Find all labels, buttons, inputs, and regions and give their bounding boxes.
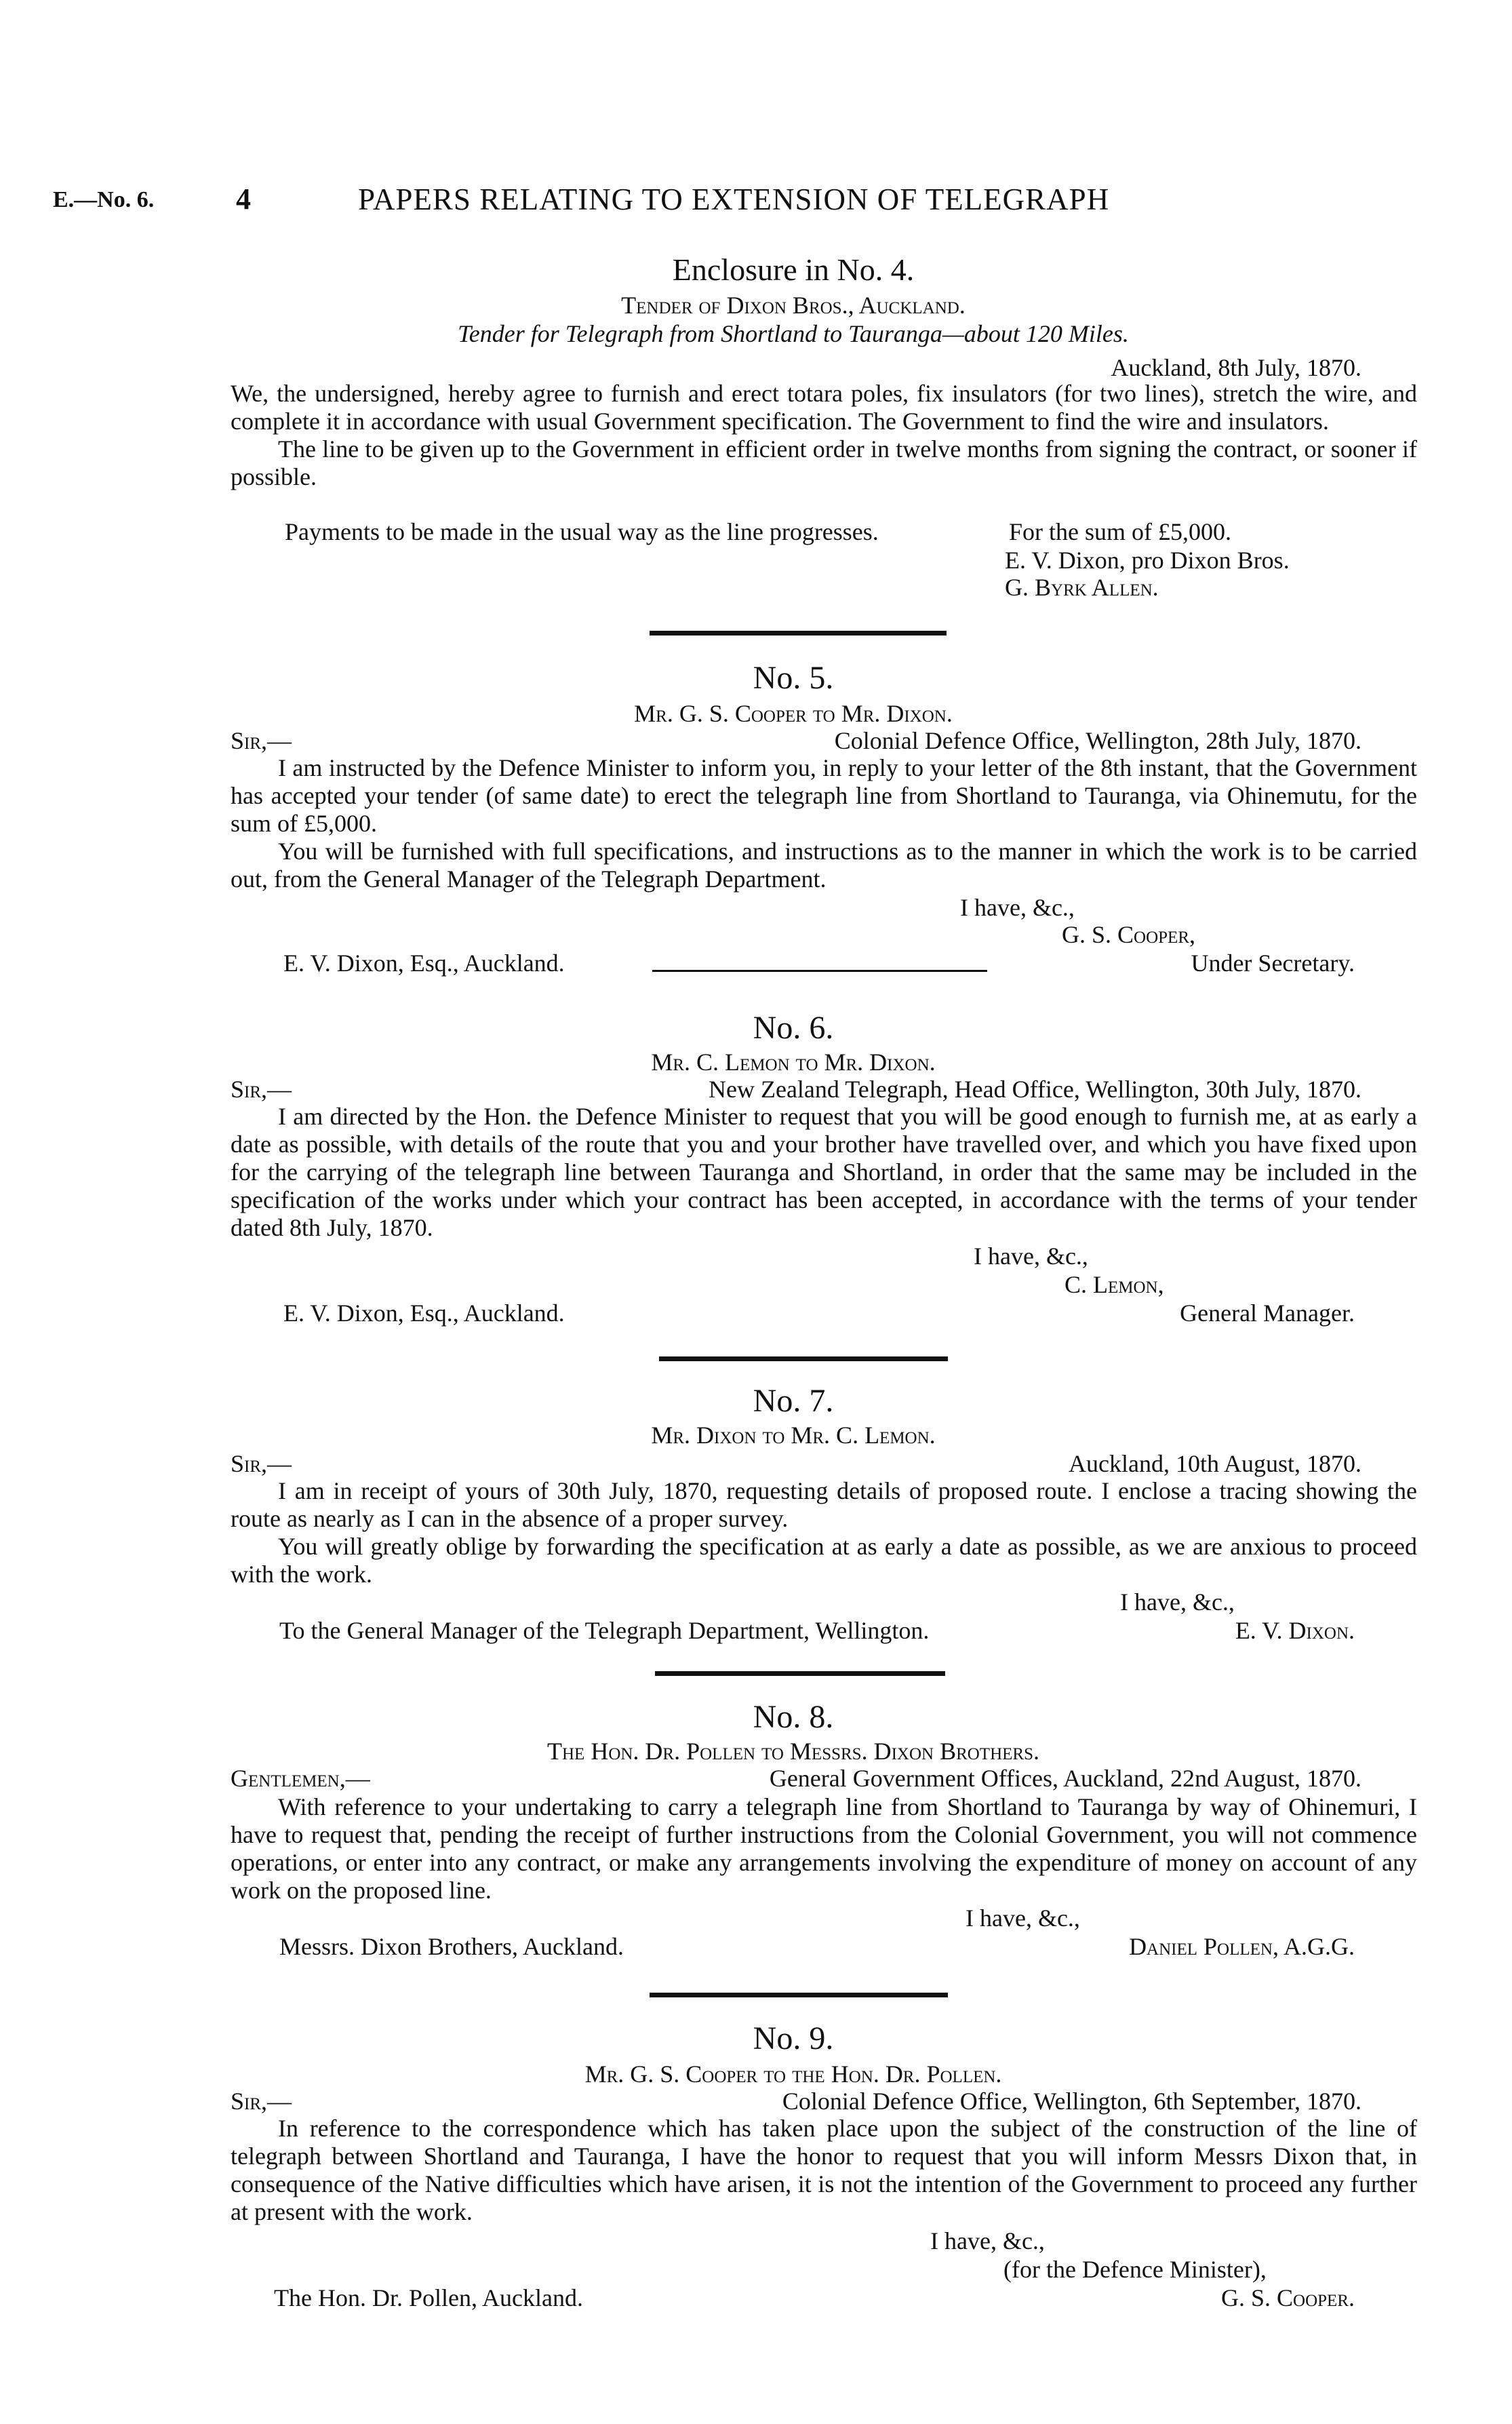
closing-no9: I have, &c., (930, 2227, 1045, 2254)
letter-paragraph: I am in receipt of yours of 30th July, 1870, requesting details of proposed route. I enclose a tracing showing the route as nearly as I can in the absence of a proper survey. (231, 1477, 1417, 1532)
signature-no7: E. V. Dixon. (1235, 1617, 1355, 1644)
addressee-no6: E. V. Dixon, Esq., Auckland. (283, 1299, 565, 1327)
section-subheading-no6: Mr. C. Lemon to Mr. Dixon. (651, 1049, 936, 1076)
salutation-no6: Sir,— (231, 1076, 292, 1103)
signature-no9: G. S. Cooper. (1221, 2284, 1355, 2311)
letter-date-no8: General Government Offices, Auckland, 22nd August, 1870. (769, 1765, 1361, 1792)
salutation-no5: Sir,— (231, 727, 292, 754)
letter-body-no9 (231, 2115, 1417, 2226)
letter-paragraph: In reference to the correspondence which has taken place upon the subject of the construction of the line of telegraph between Shortland and Tauranga, I have the honor to request that you will inform Messrs Dixon that, in consequence of the Native difficulties which have arisen, it is not the intention of the Government to proceed any further at present with the work. (231, 2115, 1417, 2225)
letter-date-no9: Colonial Defence Office, Wellington, 6th September, 1870. (782, 2088, 1361, 2115)
letter-paragraph: With reference to your undertaking to carry a telegraph line from Shortland to Tauranga by way of Ohinemuri, I have to request that, pending the receipt of further instructions from the Colonial Government, you will not commence operations, or enter into any contract, or make any arrangements involving the expenditure of money on account of any work on the proposed line. (231, 1793, 1417, 1904)
addressee-no9: The Hon. Dr. Pollen, Auckland. (274, 2284, 583, 2311)
letter-date-no7: Auckland, 10th August, 1870. (1069, 1450, 1361, 1477)
letter-date-no6: New Zealand Telegraph, Head Office, Wellington, 30th July, 1870. (709, 1076, 1361, 1103)
letter-paragraph: I am instructed by the Defence Minister to inform you, in reply to your letter of the 8th instant, that the Government has accepted your tender (of same date) to erect the telegraph line from Shortland to Tauranga, via Ohinemutu, for the sum of £5,000. (231, 754, 1417, 837)
enclosure-date: Auckland, 8th July, 1870. (1111, 354, 1361, 381)
document-reference: E.—No. 6. (53, 187, 155, 212)
closing-no8: I have, &c., (966, 1904, 1080, 1932)
salutation-no7: Sir,— (231, 1450, 292, 1477)
signature-no5: G. S. Cooper, (1062, 921, 1195, 948)
enclosure-payments-line: Payments to be made in the usual way as the line progresses. (285, 518, 879, 545)
salutation-no8: Gentlemen,— (231, 1765, 370, 1792)
addressee-no5: E. V. Dixon, Esq., Auckland. (283, 950, 565, 977)
section-heading-no6: No. 6. (753, 1010, 834, 1046)
section-divider (650, 1993, 948, 1997)
enclosure-subheading: Tender of Dixon Bros., Auckland. (621, 292, 966, 319)
letter-body-no7 (231, 1477, 1417, 1588)
section-subheading-no9: Mr. G. S. Cooper to the Hon. Dr. Pollen. (584, 2060, 1002, 2088)
signature-no8: Daniel Pollen, A.G.G. (1129, 1933, 1355, 1960)
letter-paragraph: You will be furnished with full specifications, and instructions as to the manner in which the work is to be carried out, from the General Manager of the Telegraph Department. (231, 838, 1417, 893)
for-defence-minister: (for the Defence Minister), (1003, 2256, 1267, 2283)
signatory-title-no5: Under Secretary. (1191, 950, 1355, 977)
section-heading-no9: No. 9. (753, 2020, 834, 2056)
section-divider (659, 1356, 948, 1361)
enclosure-paragraph: The line to be given up to the Government in efficient order in twelve months from signing the contract, or sooner if possible. (231, 435, 1417, 490)
closing-no6: I have, &c., (974, 1243, 1088, 1270)
enclosure-heading: Enclosure in No. 4. (672, 252, 915, 287)
section-subheading-no5: Mr. G. S. Cooper to Mr. Dixon. (634, 700, 953, 727)
enclosure-italic-line: Tender for Telegraph from Shortland to Tauranga—about 120 Miles. (458, 320, 1129, 347)
section-heading-no7: No. 7. (753, 1383, 834, 1419)
letter-body-no8 (231, 1793, 1417, 1904)
enclosure-signature-dixon: E. V. Dixon, pro Dixon Bros. (1005, 547, 1290, 574)
section-heading-no5: No. 5. (753, 660, 834, 696)
signatory-title-no6: General Manager. (1180, 1299, 1355, 1327)
section-divider (650, 631, 947, 636)
enclosure-paragraph: We, the undersigned, hereby agree to furnish and erect totara poles, fix insulators (for two lines), stretch the wire, and complete it in accordance with usual Government specification. The Government to find the wire and insulators. (231, 380, 1417, 435)
letter-paragraph: You will greatly oblige by forwarding the specification at as early a date as possible, as we are anxious to proceed with the work. (231, 1533, 1417, 1588)
page-title: PAPERS RELATING TO EXTENSION OF TELEGRAPH (358, 182, 1110, 216)
closing-no7: I have, &c., (1120, 1588, 1235, 1616)
page-number: 4 (236, 182, 251, 216)
section-heading-no8: No. 8. (753, 1699, 834, 1735)
enclosure-body (231, 380, 1417, 491)
salutation-no9: Sir,— (231, 2088, 292, 2115)
section-subheading-no8: The Hon. Dr. Pollen to Messrs. Dixon Brothers. (547, 1738, 1039, 1765)
enclosure-sum: For the sum of £5,000. (1009, 518, 1231, 545)
addressee-no8: Messrs. Dixon Brothers, Auckland. (279, 1933, 624, 1960)
letter-body-no6 (231, 1103, 1417, 1242)
letter-body-no5 (231, 754, 1417, 893)
enclosure-signature-allen: G. Byrk Allen. (1005, 574, 1159, 601)
addressee-no7: To the General Manager of the Telegraph Department, Wellington. (279, 1617, 930, 1644)
addressee-divider (652, 970, 987, 972)
section-subheading-no7: Mr. Dixon to Mr. C. Lemon. (651, 1422, 936, 1449)
letter-date-no5: Colonial Defence Office, Wellington, 28th July, 1870. (834, 727, 1361, 754)
section-divider (655, 1671, 945, 1676)
closing-no5: I have, &c., (960, 894, 1075, 921)
signature-no6: C. Lemon, (1065, 1271, 1164, 1298)
letter-paragraph: I am directed by the Hon. the Defence Minister to request that you will be good enough to furnish me, at as early a date as possible, with details of the route that you and your brother have travelled over, and which you have fixed upon for the carrying of the telegraph line between Tauranga and Shortland, in order that the same may be included in the specification of the works under which your contract has been accepted, in accordance with the terms of your tender dated 8th July, 1870. (231, 1103, 1417, 1241)
